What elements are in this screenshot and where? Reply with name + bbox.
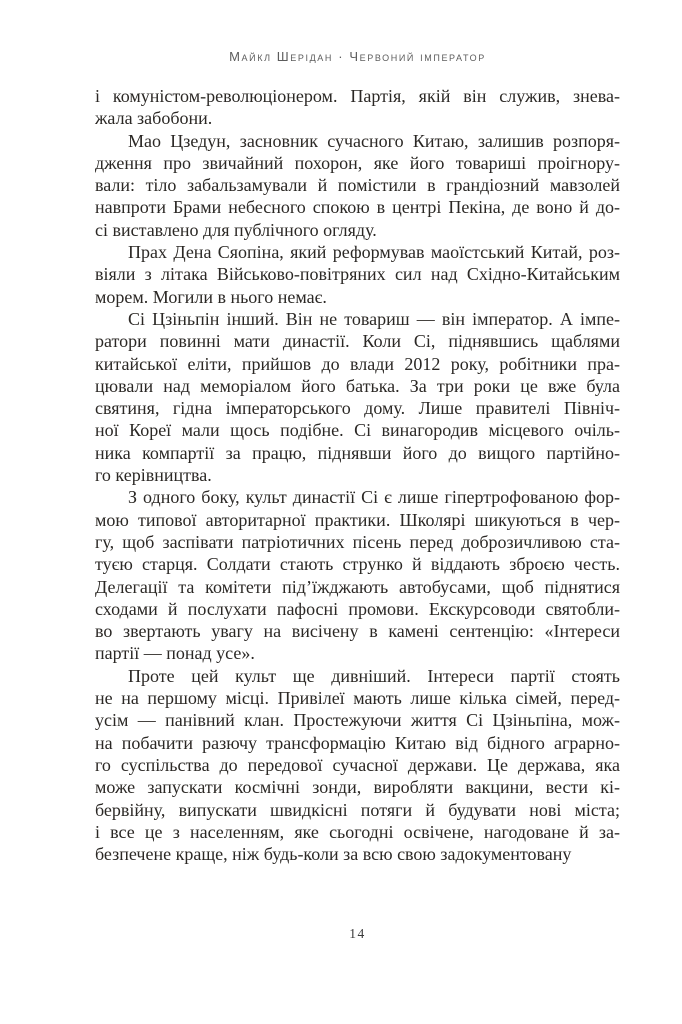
text-line: мою типової авторитарної практики. Школярі шикуються в чер- [95,509,620,530]
text-line: З одного боку, культ династії Сі є лише гіпертрофованою фор- [128,487,620,508]
text-line: морем. Могили в нього немає. [95,286,327,307]
text-line: партії — понад усе». [95,643,255,664]
text-line: ратори повинні мати династії. Коли Сі, піднявшись щаблями [95,331,620,352]
text-line: бервійну, випускати швидкісні потяги й будувати нові міста; [95,799,620,820]
text-line: Прах Дена Сяопіна, який реформував маоїстський Китай, роз- [128,242,620,263]
text-line: го керівництва. [95,465,212,486]
text-line: сходами й послухати пафосні промови. Екскурсоводи святобли- [95,598,620,619]
text-line: не на першому місці. Привілеї мають лише кілька сімей, перед- [95,688,620,709]
text-line: може запускати космічні зонди, виробляти вакцини, вести кі- [95,777,620,798]
text-line: дження про звичайний похорон, яке його товариші проігнору- [95,152,620,173]
text-column [95,0,620,1024]
body-text [95,85,620,865]
text-line: і все це з населенням, яке сьогодні освічене, нагодоване й за- [95,821,620,842]
text-line: жала забобони. [95,108,213,129]
text-line: во звертають увагу на висічену в камені сентенцію: «Інтереси [95,621,620,642]
text-line: Мао Цзедун, засновник сучасного Китаю, залишив розпоря- [128,130,620,151]
text-line: безпечене краще, ніж будь-коли за всю свою задокументовану [95,844,572,865]
text-line: навпроти Брами небесного спокою в центрі Пекіна, де воно й до- [95,197,620,218]
page-number: 14 [349,926,366,941]
text-line: Сі Цзіньпін інший. Він не товариш — він імператор. А імпе- [128,308,620,329]
text-line: Проте цей культ ще дивніший. Інтереси партії стоять [128,665,620,686]
text-line: ної Кореї мали щось подібне. Сі винагородив місцевого очіль- [95,420,620,441]
text-line: го суспільства до передової сучасної держави. Це держава, яка [95,754,620,775]
text-line: на побачити разючу трансформацію Китаю від бідного аграрно- [95,732,620,753]
text-line: Делегації та комітети під’їжджають автобусами, щоб піднятися [95,576,620,597]
text-line: і комуністом-революціонером. Партія, якій він служив, знева- [95,86,620,106]
text-line: туєю старця. Солдати стають струнко й віддають зброєю честь. [95,554,620,575]
text-line: вали: тіло забальзамували й помістили в грандіозний мавзолей [95,175,620,196]
text-line: сі виставлено для публічного огляду. [95,219,377,240]
text-line: гу, щоб заспівати патріотичних пісень перед доброзичливою ста- [95,531,620,552]
running-header: Майкл Шерідан · Червоний імператор [229,49,486,64]
text-line: китайської еліти, прийшов до влади 2012 року, робітники пра- [95,353,620,374]
text-line: усім — панівний клан. Простежуючи життя Сі Цзіньпіна, мож- [95,710,620,731]
text-line: ника компартії за працю, піднявши його до вищого партійно- [95,442,620,463]
text-line: святиня, гідна імператорського дому. Лише правителі Північ- [95,398,620,419]
text-line: цювали над меморіалом його батька. За три роки це вже була [95,375,620,396]
text-line: віяли з літака Військово-повітряних сил над Східно-Китайським [95,264,620,285]
